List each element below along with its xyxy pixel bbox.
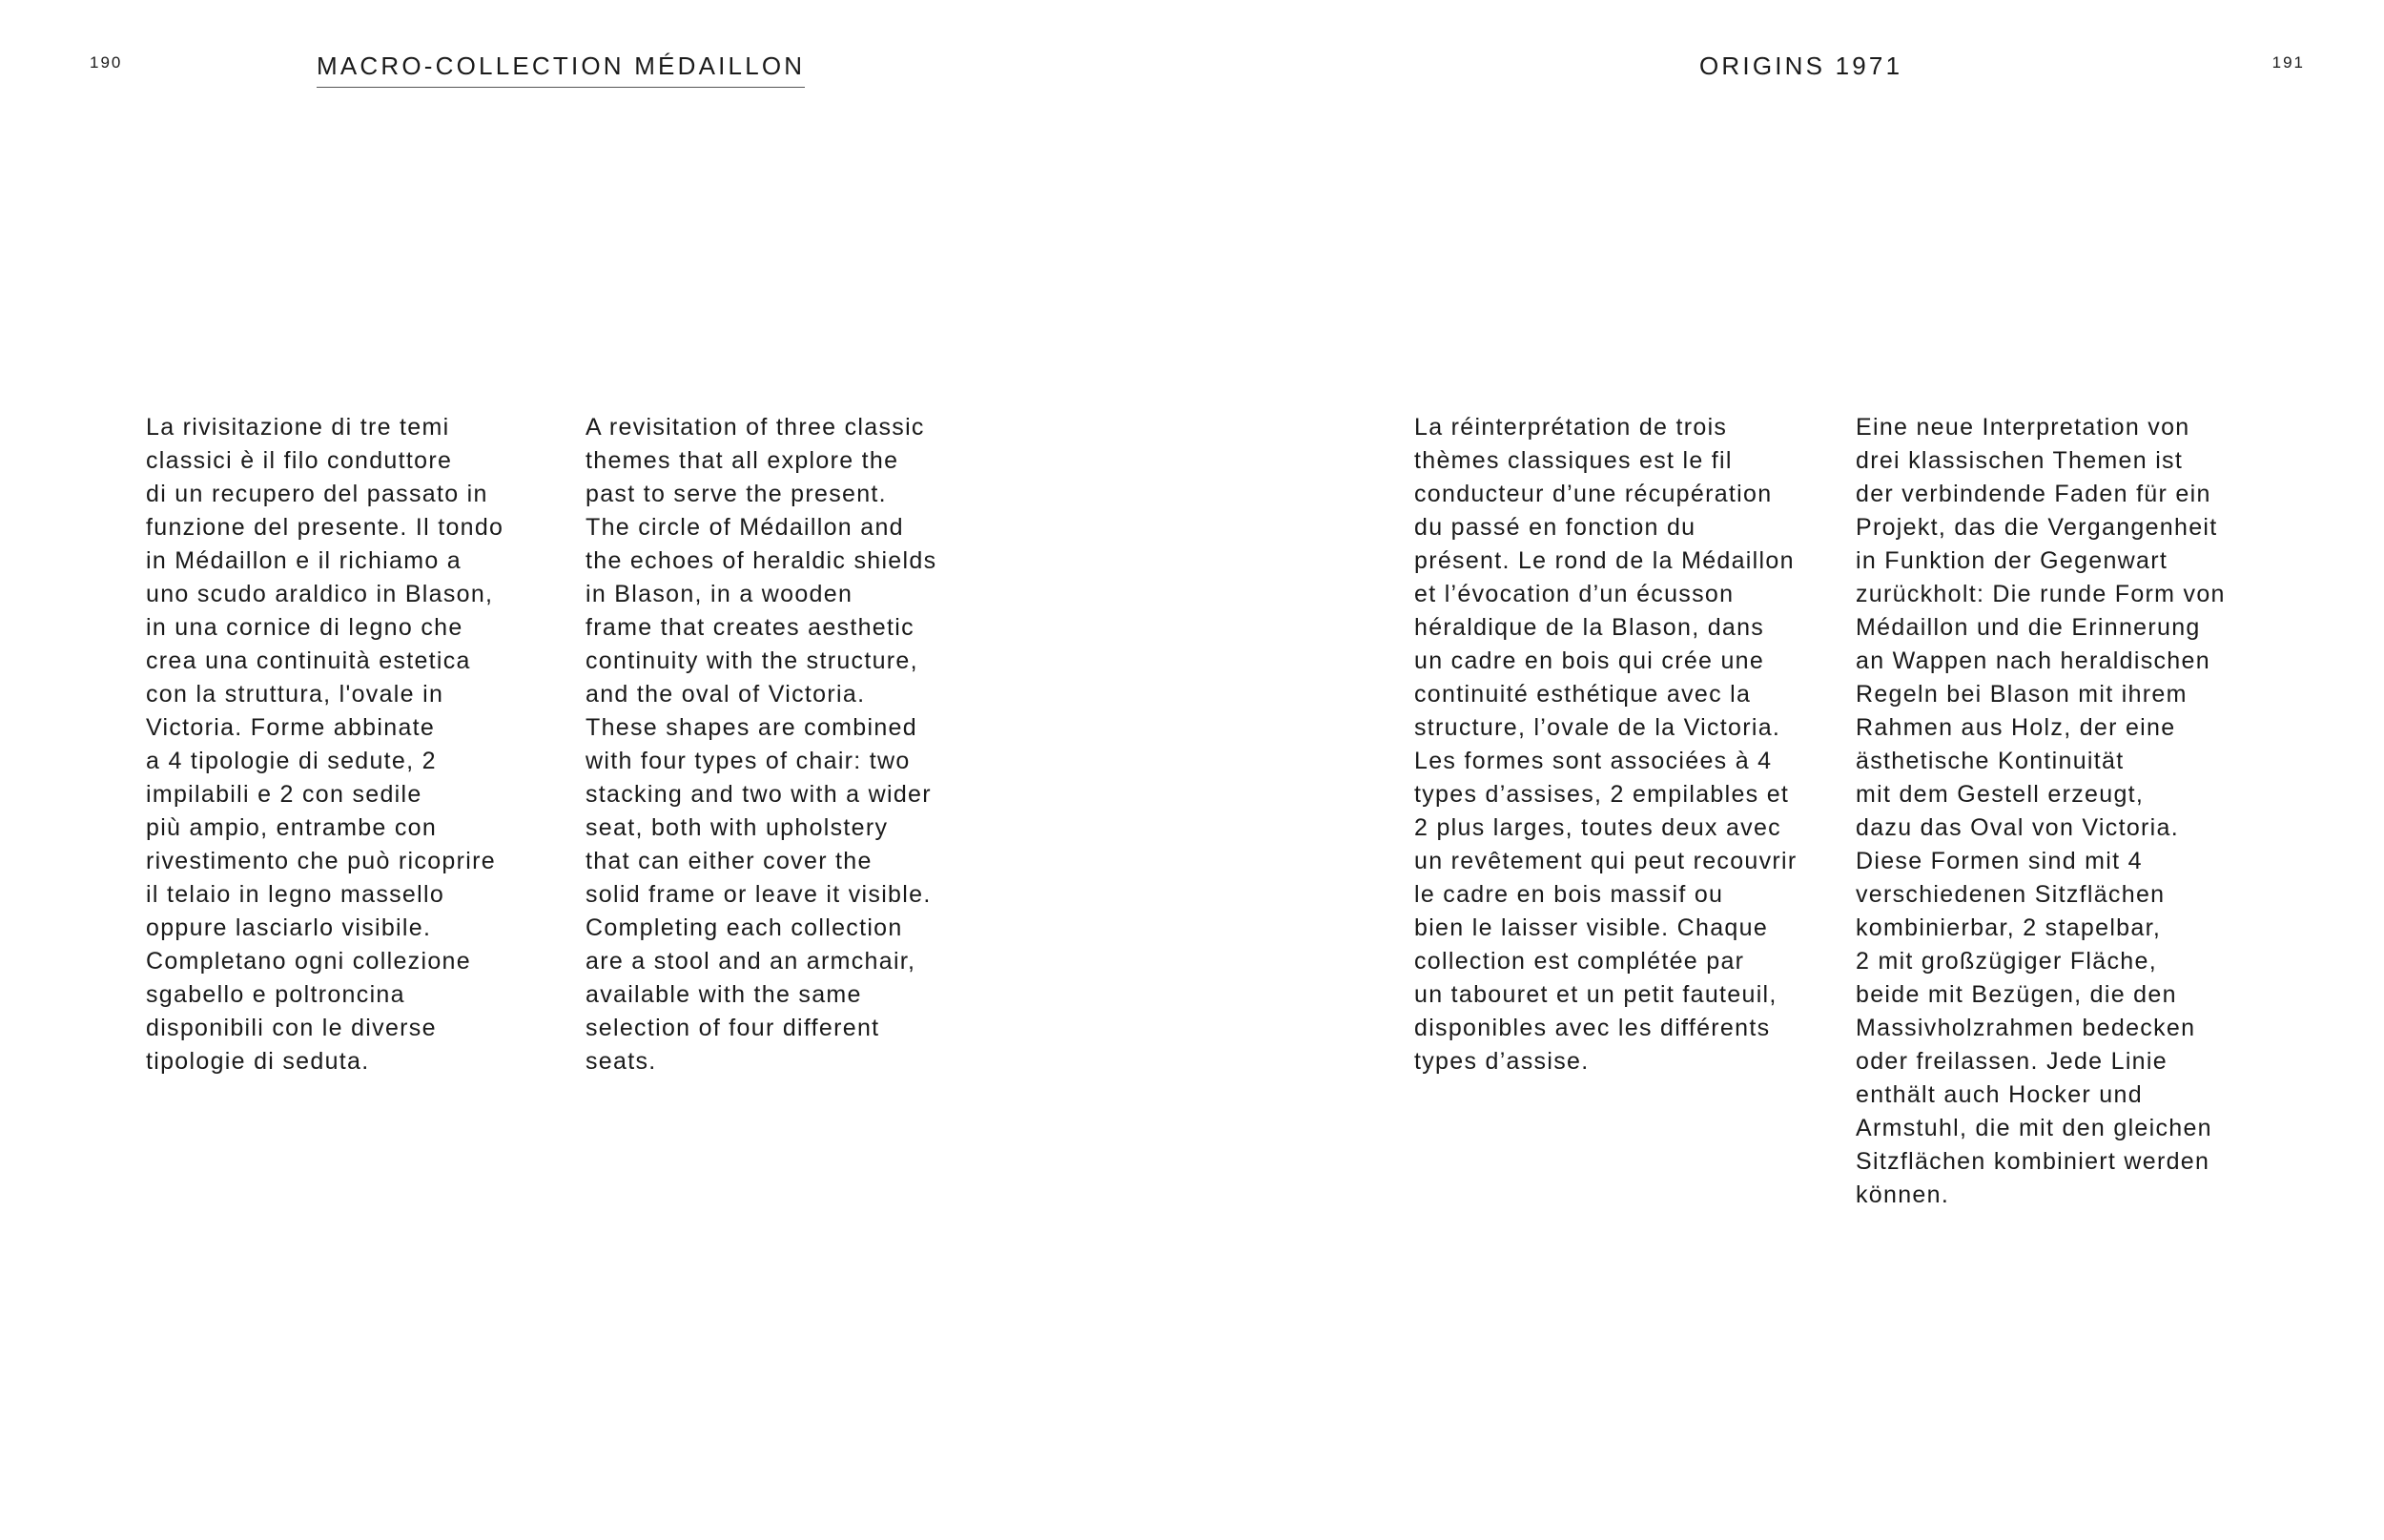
text-line: oppure lasciarlo visibile. [146,914,432,941]
running-title-right: ORIGINS 1971 [1699,51,1903,80]
text-line: disponibles avec les différents [1414,1015,1771,1041]
text-line: Médaillon und die Erinnerung [1856,614,2201,641]
text-line: un cadre en bois qui crée une [1414,647,1765,674]
text-line: Armstuhl, die mit den gleichen [1856,1115,2212,1141]
text-line: selection of four different [586,1015,880,1041]
text-line: in Blason, in a wooden [586,581,853,607]
text-line: These shapes are combined [586,714,917,741]
text-line: können. [1856,1181,1950,1208]
text-line: drei klassischen Themen ist [1856,447,2184,474]
text-line: Massivholzrahmen bedecken [1856,1015,2196,1041]
text-line: uno scudo araldico in Blason, [146,581,494,607]
text-line: héraldique de la Blason, dans [1414,614,1765,641]
text-column-french [1414,411,1815,1078]
text-line: impilabili e 2 con sedile [146,781,422,808]
text-line: seat, both with upholstery [586,814,889,841]
text-line: in Funktion der Gegenwart [1856,547,2168,574]
text-line: dazu das Oval von Victoria. [1856,814,2179,841]
right-page [1192,0,2384,1540]
text-line: 2 plus larges, toutes deux avec [1414,814,1781,841]
text-line: an Wappen nach heraldischen [1856,647,2210,674]
text-line: continuity with the structure, [586,647,918,674]
text-line: beide mit Bezügen, die den [1856,981,2177,1008]
text-line: un tabouret et un petit fauteuil, [1414,981,1778,1008]
text-line: The circle of Médaillon and [586,514,904,541]
text-line: in una cornice di legno che [146,614,463,641]
text-line: themes that all explore the [586,447,899,474]
text-line: a 4 tipologie di sedute, 2 [146,748,437,774]
text-line: Rahmen aus Holz, der eine [1856,714,2176,741]
text-line: disponibili con le diverse [146,1015,437,1041]
text-line: are a stool and an armchair, [586,948,916,975]
text-line: La rivisitazione di tre temi [146,414,450,441]
text-line: le cadre en bois massif ou [1414,881,1724,908]
page-number-right: 191 [2271,53,2305,72]
text-line: Completano ogni collezione [146,948,471,975]
text-line: mit dem Gestell erzeugt, [1856,781,2145,808]
text-line: seats. [586,1048,657,1075]
text-line: zurückholt: Die runde Form von [1856,581,2226,607]
text-line: Les formes sont associées à 4 [1414,748,1773,774]
text-line: A revisitation of three classic [586,414,925,441]
text-line: oder freilassen. Jede Linie [1856,1048,2168,1075]
text-line: con la struttura, l'ovale in [146,681,444,708]
text-line: Regeln bei Blason mit ihrem [1856,681,2188,708]
text-line: La réinterprétation de trois [1414,414,1728,441]
text-line: solid frame or leave it visible. [586,881,932,908]
text-line: du passé en fonction du [1414,514,1696,541]
text-line: Projekt, das die Vergangenheit [1856,514,2218,541]
text-line: conducteur d’une récupération [1414,481,1773,507]
text-line: der verbindende Faden für ein [1856,481,2211,507]
text-line: 2 mit großzügiger Fläche, [1856,948,2157,975]
text-line: classici è il filo conduttore [146,447,453,474]
text-line: et l’évocation d’un écusson [1414,581,1735,607]
text-line: frame that creates aesthetic [586,614,915,641]
text-line: types d’assises, 2 empilables et [1414,781,1790,808]
running-title-left: MACRO-COLLECTION MÉDAILLON [317,51,805,88]
text-line: with four types of chair: two [586,748,911,774]
text-line: thèmes classiques est le fil [1414,447,1733,474]
text-line: in Médaillon e il richiamo a [146,547,462,574]
text-line: stacking and two with a wider [586,781,932,808]
text-line: available with the same [586,981,862,1008]
page-number-left: 190 [90,53,123,72]
text-line: Completing each collection [586,914,903,941]
text-line: funzione del presente. Il tondo [146,514,504,541]
text-line: più ampio, entrambe con [146,814,438,841]
text-line: and the oval of Victoria. [586,681,866,708]
text-line: un revêtement qui peut recouvrir [1414,848,1798,874]
text-line: collection est complétée par [1414,948,1745,975]
text-line: structure, l’ovale de la Victoria. [1414,714,1781,741]
text-line: types d’assise. [1414,1048,1590,1075]
text-line: présent. Le rond de la Médaillon [1414,547,1795,574]
text-line: tipologie di seduta. [146,1048,370,1075]
text-line: rivestimento che può ricoprire [146,848,496,874]
text-column-english [586,411,986,1078]
text-line: enthält auch Hocker und [1856,1081,2143,1108]
text-column-italian [146,411,546,1078]
text-line: kombinierbar, 2 stapelbar, [1856,914,2162,941]
text-line: il telaio in legno massello [146,881,445,908]
text-line: the echoes of heraldic shields [586,547,937,574]
text-line: ästhetische Kontinuität [1856,748,2125,774]
text-line: Victoria. Forme abbinate [146,714,436,741]
text-line: Eine neue Interpretation von [1856,414,2190,441]
text-line: Diese Formen sind mit 4 [1856,848,2143,874]
text-line: past to serve the present. [586,481,887,507]
text-line: di un recupero del passato in [146,481,488,507]
text-line: crea una continuità estetica [146,647,471,674]
text-line: that can either cover the [586,848,873,874]
text-line: continuité esthétique avec la [1414,681,1752,708]
text-line: bien le laisser visible. Chaque [1414,914,1769,941]
text-column-german [1856,411,2256,1212]
text-line: verschiedenen Sitzflächen [1856,881,2166,908]
text-line: sgabello e poltroncina [146,981,405,1008]
text-line: Sitzflächen kombiniert werden [1856,1148,2210,1175]
